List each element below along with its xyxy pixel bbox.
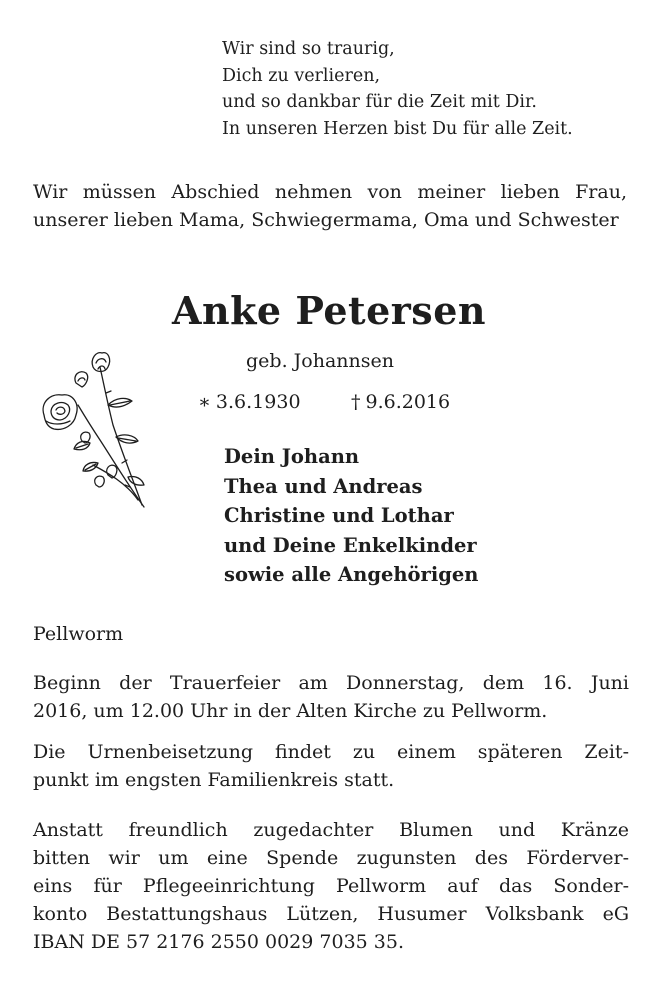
death-date: 9.6.2016 xyxy=(365,391,451,413)
poem-line: Dich zu verlieren, xyxy=(222,65,381,86)
life-dates xyxy=(198,389,498,417)
mourner-line: sowie alle Angehörigen xyxy=(224,563,479,586)
poem-line: und so dankbar für die Zeit mit Dir. xyxy=(222,92,537,112)
paragraph-line: Anstatt freundlich zugedachter Blumen und Kränze xyxy=(33,819,629,841)
mourner-line: Christine und Lothar xyxy=(224,504,454,527)
paragraph-line: punkt im engsten Familienkreis statt. xyxy=(33,769,395,791)
death-cross-icon: † xyxy=(351,391,361,413)
birth-date: 3.6.1930 xyxy=(215,391,301,413)
rose-icon xyxy=(38,345,158,515)
maiden-name: geb. Johannsen xyxy=(246,350,394,372)
mourner-line: Dein Johann xyxy=(224,445,360,468)
mourners-list xyxy=(224,442,478,590)
poem-line: Wir sind so traurig, xyxy=(222,39,395,59)
paragraph-line: Die Urnenbeisetzung findet zu einem späteren Zeit- xyxy=(33,741,629,763)
intro-text: Wir müssen Abschied nehmen von meiner lieben Frau, unserer lieben Mama, Schwiegermama, Oma und Schwester xyxy=(33,181,627,231)
paragraph-line: IBAN DE 57 2176 2550 0029 7035 35. xyxy=(33,931,405,953)
death-date-group xyxy=(351,389,450,415)
funeral-paragraph xyxy=(33,669,629,725)
mourner-line: und Deine Enkelkinder xyxy=(224,533,477,557)
donation-paragraph xyxy=(33,816,629,956)
birth-star-icon: ∗ xyxy=(198,391,211,413)
poem xyxy=(222,36,573,142)
place: Pellworm xyxy=(33,623,124,645)
deceased-name: Anke Petersen xyxy=(171,288,487,333)
poem-line: In unseren Herzen bist Du für alle Zeit. xyxy=(222,118,573,139)
urn-paragraph xyxy=(33,738,629,794)
paragraph-line: Beginn der Trauerfeier am Donnerstag, dem 16. Juni xyxy=(33,672,629,694)
paragraph-line: eins für Pflegeeinrichtung Pellworm auf das Sonder- xyxy=(33,875,629,897)
mourner-line: Thea und Andreas xyxy=(224,474,423,498)
paragraph-line: bitten wir um eine Spende zugunsten des Förderver- xyxy=(33,847,629,869)
paragraph-line: 2016, um 12.00 Uhr in der Alten Kirche zu Pellworm. xyxy=(33,700,548,722)
birth-date-group xyxy=(198,389,301,415)
paragraph-line: konto Bestattungshaus Lützen, Husumer Volksbank eG xyxy=(33,903,629,925)
